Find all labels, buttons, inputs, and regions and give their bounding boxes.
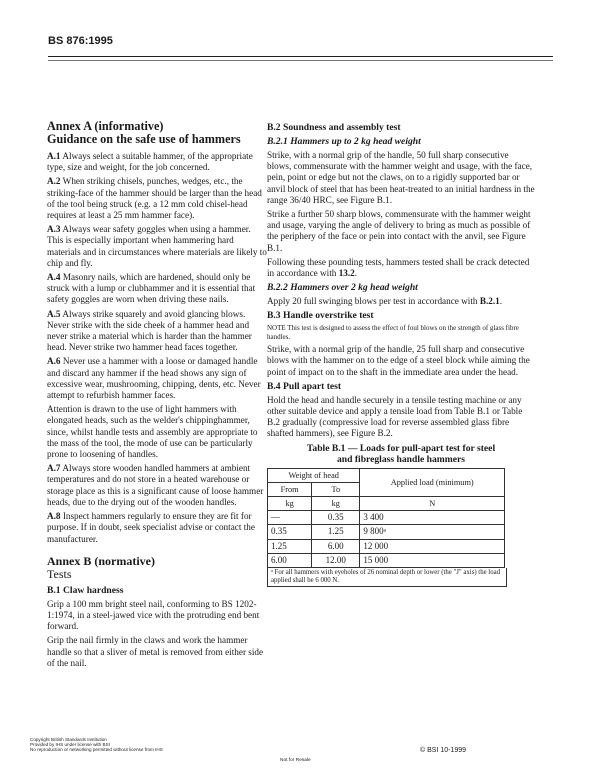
left-column [47, 120, 269, 672]
table-caption: Table B.1 — Loads for pull-apart test for steel and fibreglass handle hammers [306, 442, 496, 465]
unit-to: kg [312, 497, 360, 511]
copyright-notice: Copyright British Standards Institution Provided by IHS under license with BSI No reproduction or networking permitted without license from IHS [30, 737, 163, 752]
clause-b1-p2: Grip the nail firmly in the claws and work the hammer handle so that a sliver of metal is removed from either side of the nail. [47, 635, 264, 668]
cell-from: — [268, 511, 312, 525]
cell-from: 0.35 [268, 525, 312, 539]
bsi-date: © BSI 10-1999 [420, 747, 467, 754]
clause-a3: A.3 Always wear safety goggles when using a hammer. This is especially important when hammering hard materials and in circumstances where materials are likely to chip and fly. [47, 224, 267, 268]
table-row [268, 511, 505, 525]
clause-a4: A.4 Masonry nails, which are hardened, should only be struck with a lump or clubhammer and it is essential that safety goggles are worn when driving these nails. [47, 272, 256, 305]
clause-b21-heading: B.2.1 Hammers up to 2 kg head weight [267, 136, 421, 147]
table-row [268, 539, 505, 553]
cell-load: 12 000 [360, 539, 505, 553]
cell-to: 0.35 [312, 511, 360, 525]
cell-to: 12.00 [312, 553, 360, 567]
document-header: BS 876:1995 [48, 35, 113, 47]
table-row [268, 525, 505, 539]
clause-b2-heading: B.2 Soundness and assembly test [267, 122, 401, 133]
cell-to: 1.25 [312, 525, 360, 539]
col-weight-header: Weight of head [268, 468, 360, 482]
clause-b1-heading: B.1 Claw hardness [47, 584, 124, 596]
col-to-header: To [312, 482, 360, 496]
clause-b1-p1: Grip a 100 mm bright steel nail, conforming to BS 1202-1:1974, in a steel-jawed vice with the protruding end bent forward. [47, 598, 260, 632]
clause-b4-heading: B.4 Pull apart test [267, 380, 342, 392]
cell-load: 3 400 [360, 511, 505, 525]
unit-from: kg [268, 497, 312, 511]
clause-b3-note: NOTE This test is designed to assess the effect of foul blows on the strength of glass fibre handles. [267, 324, 519, 341]
header-rule [48, 56, 553, 57]
clause-a2: A.2 When striking chisels, punches, wedges, etc., the striking-face of the hammer should be larger than the head of the tool being struck (e.g. a 12 mm cold chisel-head requires at least a 25 mm hammer face). [47, 176, 262, 221]
right-column [267, 120, 535, 587]
cell-from: 6.00 [268, 553, 312, 567]
table-footnote: ᵃ For all hammers with eyeholes of 26 nominal depth or lower (the "J" axis) the load applied shall be 6 000 N. [267, 568, 507, 587]
clause-b3-p: Strike, with a normal grip of the handle, 25 full sharp and consecutive blows with the hammer on to the edge of a steel block while aiming the point of impact on to the shaft in the immediate area under the head. [267, 344, 530, 377]
annex-b-title: Annex B (normative) Tests [47, 553, 155, 581]
unit-load: N [360, 497, 505, 511]
col-load-header: Applied load (minimum) [360, 468, 505, 496]
table-row [268, 553, 505, 567]
clause-b22-heading: B.2.2 Hammers over 2 kg head weight [267, 282, 418, 294]
col-from-header: From [268, 482, 312, 496]
annex-a-title: Annex A (informative) Guidance on the safe use of hammers [47, 119, 241, 146]
clause-b4-p: Hold the head and handle securely in a tensile testing machine or any other suitable device and apply a tensile load from Table B.1 or Table B.2 gradually (compressive load for reverse assembled glass fibre shafted hammers), see Figure B.2. [267, 394, 523, 439]
clause-b21-p3: Following these pounding tests, hammers tested shall be crack detected in accordance with 13.2. [267, 256, 530, 279]
cell-from: 1.25 [268, 539, 312, 553]
clause-a1: A.1 Always select a suitable hammer, of the appropriate type, size and weight, for the job concerned. [47, 151, 253, 173]
attention-paragraph: Attention is drawn to the use of light hammers with elongated heads, such as the welder's chippinghammer, since, whilst handle tests and assembly are appropriate to the mass of the tool, the mode of use can be particularly prone to loosening of handles. [47, 404, 258, 460]
not-for-resale: Not for Resale [280, 758, 311, 763]
clause-a7: A.7 Always store wooden handled hammers at ambient temperatures and do not store in a heated warehouse or storage place as this is a significant cause of loose hammer heads, due to the drying out of the wooden handles. [47, 463, 264, 507]
clause-b21-p1: Strike, with a normal grip of the handle, 50 full sharp consecutive blows, commensurate with the hammer weight and usage, with the face, pein, point or edge but not the claws, on to a rigidly supported bar or anvil block of steel that has been heat-treated to an initial hardness in the range 36/40 HRC, see Figure B.1. [267, 150, 535, 205]
clause-a8: A.8 Inspect hammers regularly to ensure they are fit for purpose. If in doubt, seek specialist advise or contact the manufacturer. [47, 511, 255, 544]
clause-a5: A.5 Always strike squarely and avoid glancing blows. Never strike with the side cheek of a hammer head and never strike a material which is harder than the hammer head. Never strike two hammer head faces together. [47, 308, 252, 353]
load-table [267, 468, 505, 568]
clause-b3-heading: B.3 Handle overstrike test [267, 310, 374, 322]
clause-a6: A.6 Never use a hammer with a loose or damaged handle and discard any hammer if the head shows any sign of excessive wear, mushrooming, chipping, dents, etc. Never attempt to refurbish hammer faces. [47, 356, 261, 401]
header-rule-thin [48, 60, 553, 61]
cell-load: 15 000 [360, 553, 505, 567]
clause-b21-p2: Strike a further 50 sharp blows, commensurate with the hammer weight and usage, varying the angle of delivery to bring as much as possible of the periphery of the face or pein into contact with the anvil, see Figure B.1. [267, 209, 531, 253]
clause-b22-p: Apply 20 full swinging blows per test in accordance with B.2.1. [267, 296, 503, 307]
cell-to: 6.00 [312, 539, 360, 553]
cell-load: 9 800ᵃ [360, 525, 505, 539]
